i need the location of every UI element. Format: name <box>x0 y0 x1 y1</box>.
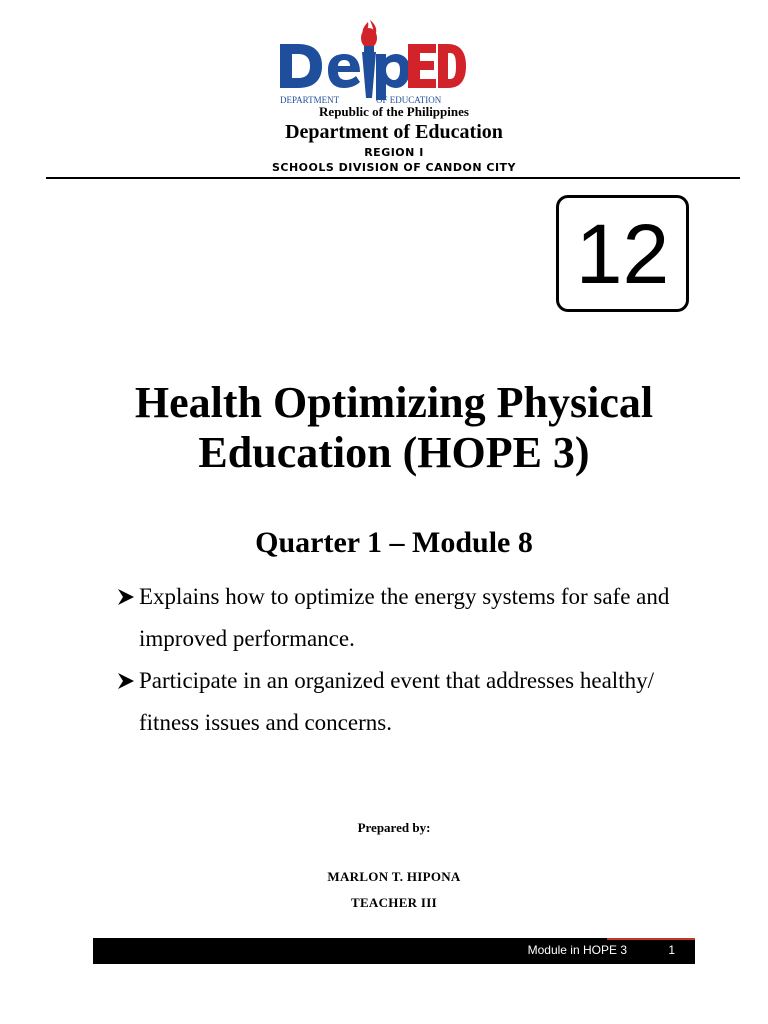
department-name: Department of Education <box>285 121 503 143</box>
region-label: REGION I <box>364 146 424 159</box>
logo-caption-right: OF EDUCATION <box>376 95 442 105</box>
module-title <box>60 378 728 478</box>
arrow-bullet-icon <box>116 587 136 607</box>
footer-page-number: 1 <box>668 943 675 957</box>
footer-accent-line <box>607 938 695 940</box>
division-label: SCHOOLS DIVISION OF CANDON CITY <box>271 161 517 174</box>
quarter-module-heading: Quarter 1 – Module 8 <box>255 526 533 559</box>
logo-caption-left: DEPARTMENT <box>280 95 340 105</box>
republic-label: Republic of the Philippines <box>319 104 469 119</box>
objective-item <box>116 660 716 744</box>
module-title-line-2: Education (HOPE 3) <box>198 428 590 477</box>
arrow-bullet-icon <box>116 671 136 691</box>
grade-level-badge: 12 <box>556 195 689 312</box>
author-name: MARLON T. HIPONA <box>327 869 461 884</box>
learning-objectives-list <box>116 576 716 744</box>
module-title-line-1: Health Optimizing Physical <box>134 378 654 427</box>
deped-logo <box>276 16 466 108</box>
prepared-by-label: Prepared by: <box>357 820 431 835</box>
header-divider <box>46 177 740 179</box>
page-footer <box>93 938 695 964</box>
footer-module-label: Module in HOPE 3 <box>527 943 627 957</box>
objective-item <box>116 576 716 660</box>
author-position: TEACHER III <box>350 895 438 910</box>
objective-text: Explains how to optimize the energy systems for safe and improved performance. <box>139 584 670 651</box>
objective-text: Participate in an organized event that addresses healthy/ fitness issues and concerns. <box>139 668 654 735</box>
